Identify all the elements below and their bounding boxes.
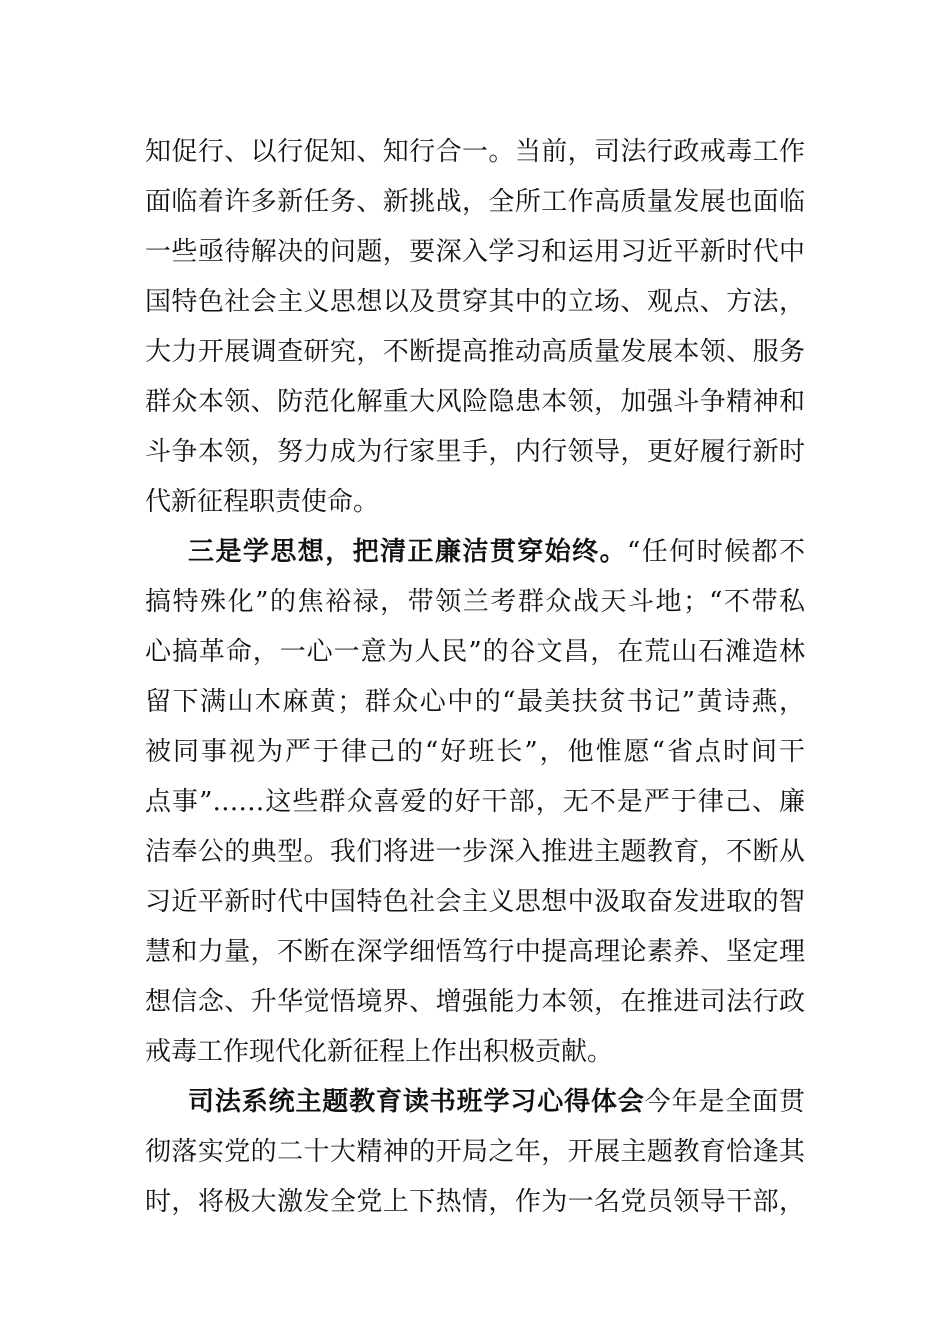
paragraph-line: 慧和力量，不断在深学细悟笃行中提高理论素养、坚定理	[145, 937, 805, 967]
paragraph-line: 搞特殊化”的焦裕禄，带领兰考群众战天斗地；“不带私	[145, 587, 805, 617]
paragraph-line: 大力开展调查研究，不断提高推动高质量发展本领、服务	[145, 337, 805, 367]
paragraph-line: 面临着许多新任务、新挑战，全所工作高质量发展也面临	[145, 187, 805, 217]
paragraph-line: 彻落实党的二十大精神的开局之年，开展主题教育恰逢其	[145, 1137, 805, 1167]
paragraph-line: 一些亟待解决的问题，要深入学习和运用习近平新时代中	[145, 237, 805, 267]
section-heading: 三是学思想，把清正廉洁贯穿始终。	[188, 537, 628, 567]
paragraph-first-line	[188, 527, 805, 577]
article-title: 司法系统主题教育读书班学习心得体会	[188, 1087, 645, 1117]
paragraph-line: 群众本领、防范化解重大风险隐患本领，加强斗争精神和	[145, 387, 805, 417]
paragraph-line: 国特色社会主义思想以及贯穿其中的立场、观点、方法，	[145, 287, 805, 317]
paragraph-first-line	[188, 1077, 805, 1127]
paragraph-line: 留下满山木麻黄；群众心中的“最美扶贫书记”黄诗燕，	[145, 687, 805, 717]
paragraph-line: 习近平新时代中国特色社会主义思想中汲取奋发进取的智	[145, 887, 805, 917]
paragraph-line: 心搞革命，一心一意为人民”的谷文昌，在荒山石滩造林	[145, 637, 805, 667]
paragraph-line: 斗争本领，努力成为行家里手，内行领导，更好履行新时	[145, 437, 805, 467]
paragraph-text: “任何时候都不	[627, 537, 805, 567]
paragraph-text: 今年是全面贯	[644, 1087, 805, 1117]
paragraph-line: 代新征程职责使命。	[145, 487, 380, 517]
paragraph-line: 时，将极大激发全党上下热情，作为一名党员领导干部，	[145, 1187, 805, 1217]
paragraph-line: 知促行、以行促知、知行合一。当前，司法行政戒毒工作	[145, 137, 805, 167]
paragraph-line: 点事”……这些群众喜爱的好干部，无不是严于律己、廉	[145, 787, 805, 817]
paragraph-line: 洁奉公的典型。我们将进一步深入推进主题教育，不断从	[145, 837, 805, 867]
paragraph-line: 被同事视为严于律己的“好班长”，他惟愿“省点时间干	[145, 737, 805, 767]
paragraph-line: 想信念、升华觉悟境界、增强能力本领，在推进司法行政	[145, 987, 805, 1017]
paragraph-line: 戒毒工作现代化新征程上作出积极贡献。	[145, 1037, 614, 1067]
